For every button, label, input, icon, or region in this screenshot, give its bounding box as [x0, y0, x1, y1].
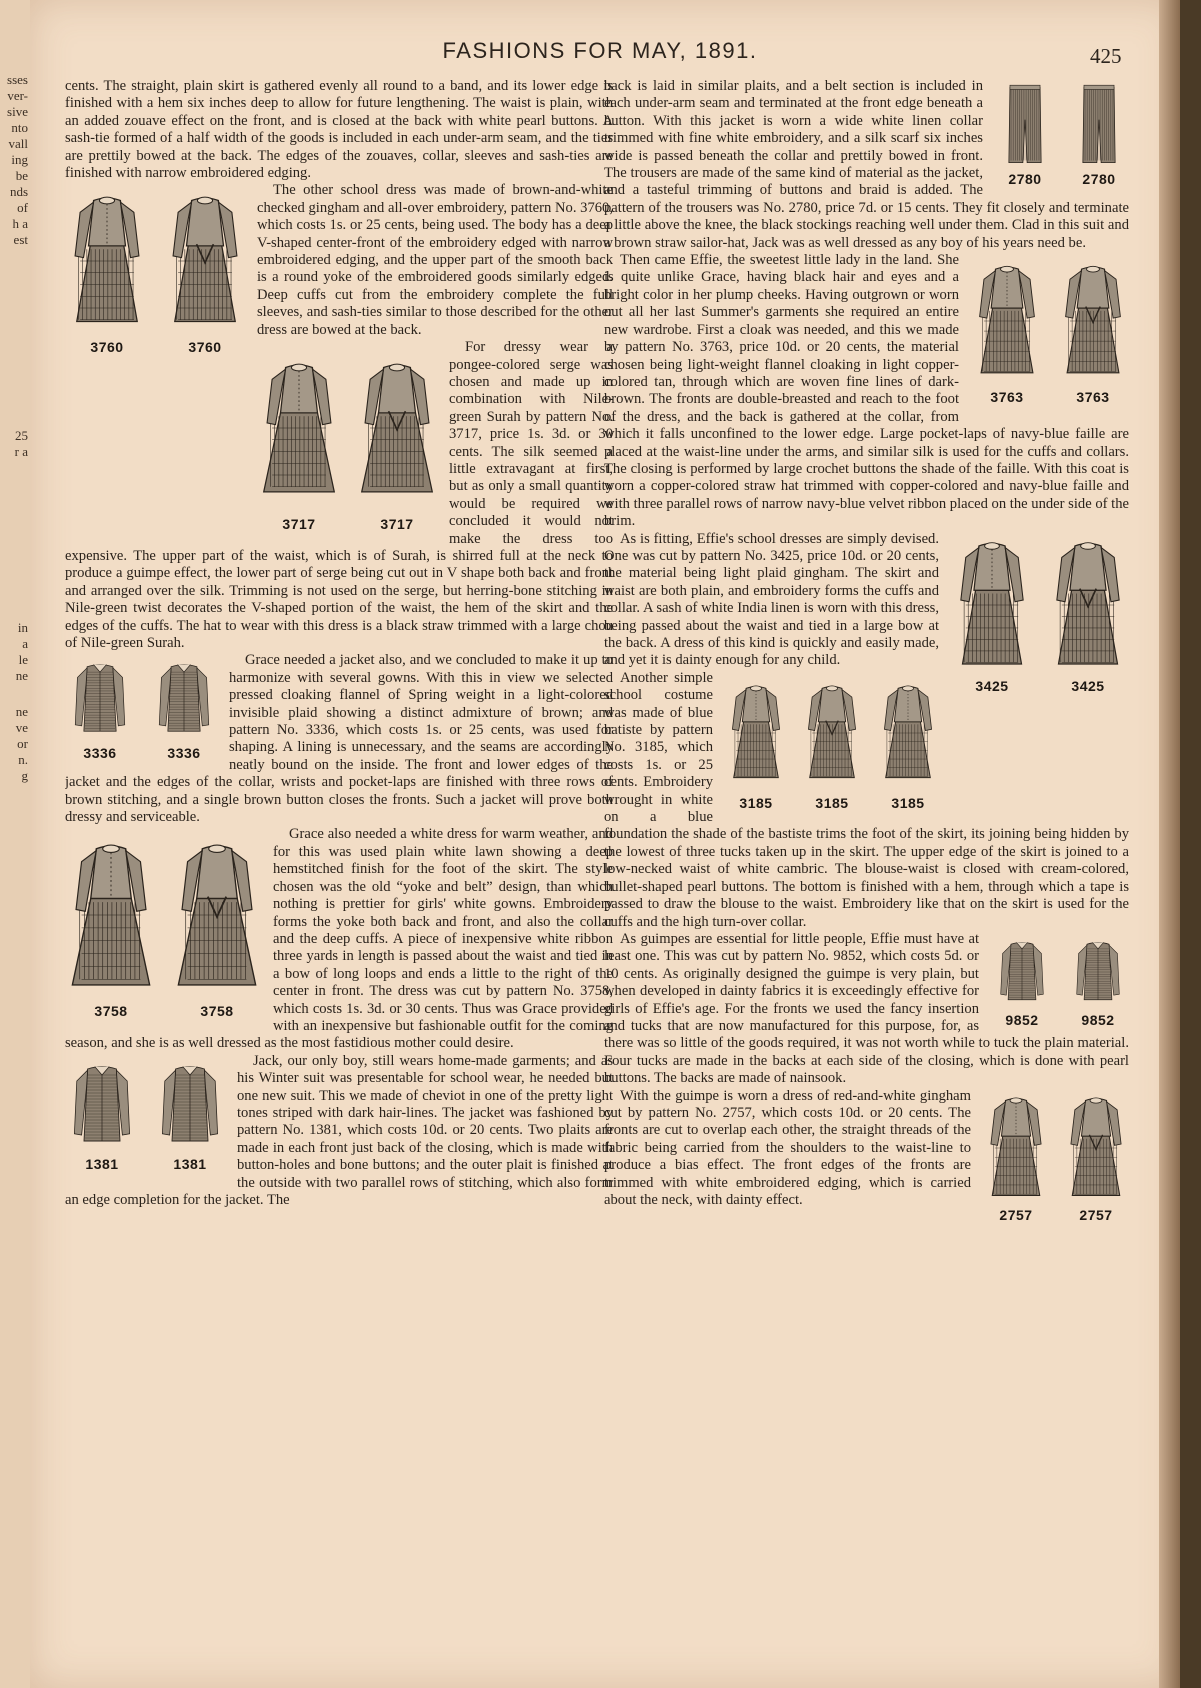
garment-engraving-icon — [991, 935, 1053, 1009]
page-header-title: FASHIONS FOR MAY, 1891. — [442, 38, 758, 63]
left-paragraph-6: Jack, our only boy, still wears home-made garments; and as his Winter suit was presentable for school wear, he needed but one new suit. This we made of cheviot in one of the pretty light tones striped with dark hair-lines. The jacket was fashioned by pattern No. 1381, which costs 10d. or 20 cents. Two plaits are made in each front just back of the closing, which is made with button-holes and bone buttons; and the outer plait is finished at the outside with two parallel rows of stitching, which also form an edge completion for the jacket. The — [65, 1052, 613, 1208]
spine-fragment: or — [17, 736, 28, 751]
garment-illustration — [995, 82, 1055, 188]
spine-fragment: 25 — [15, 428, 28, 443]
garment-illustration — [951, 535, 1033, 695]
left-paragraph-2: The other school dress was made of brown-and-white checked gingham and all-over embroidery, pattern No. 3760, which costs 1s. or 25 cents, being used. The body has a deep V-shaped center-front of the embroidery edged with narrow embroidered edging, and the upper part of the smooth back is a round yoke of the embroidered goods similarly edged. Deep cuffs cut from the embroidery complete the full sleeves, and sash-ties similar to those described for the other dress are bowed at the back. — [257, 182, 613, 338]
garment-illustration — [1047, 535, 1129, 695]
garment-engraving-icon — [163, 186, 247, 336]
spine-fragment: vall — [8, 136, 28, 151]
garment-illustration — [801, 674, 863, 812]
garment-engraving-icon — [149, 656, 219, 742]
pattern-number-label: 3758 — [94, 1003, 128, 1020]
pattern-figure-3717 — [257, 343, 439, 533]
right-paragraph-1: back is laid in similar plaits, and a belt section is included in each under-arm seam and terminated at the front edge beneath a button. With this jacket is worn a wide white linen collar trimmed with fine white embroidery, and a silk scarf six inches wide is passed beneath the collar and prettily bowed in front. The trousers are made of the same kind of material as the jacket, and a tasteful trimming of buttons and braid is added. The pattern of the trousers was No. 2780, price 7d. or 15 cents. They fit closely and terminate a little above the knee, the black stockings reaching well under them. Clad in this suit and a brown straw sailor-hat, Jack was as well dressed as any boy of his years need be. — [604, 78, 1129, 251]
pattern-number-label: 3717 — [282, 516, 316, 533]
garment-engraving-icon — [257, 343, 341, 513]
spine-fragment: h a — [12, 216, 28, 231]
garment-illustration — [153, 1057, 227, 1173]
spine-fragment: le — [18, 652, 28, 667]
pattern-number-label: 3763 — [990, 389, 1024, 406]
spine-fragment: ver- — [7, 88, 28, 103]
spine-fragment: sive — [7, 104, 28, 119]
garment-engraving-icon — [1067, 935, 1129, 1009]
pattern-number-label: 3760 — [90, 339, 124, 356]
garment-engraving-icon — [725, 674, 787, 792]
garment-engraving-icon — [171, 830, 263, 1000]
spine-fragment: ne — [15, 704, 28, 719]
left-column — [65, 78, 613, 1598]
pattern-number-label: 3185 — [815, 794, 849, 811]
garment-illustration — [149, 656, 219, 762]
garment-engraving-icon — [355, 343, 439, 513]
left-paragraph-5: Grace also needed a white dress for warm weather, and for this was used plain white lawn showing a deep hemstitched finish for the foot of the skirt. The style chosen was the old “yoke and belt” design, than which nothing is prettier for girls' white gowns. Embroidery forms the yoke both back and front, and also the collar and the deep cuffs. A piece of inexpensive white ribbon three yards in length is passed about the waist and tied in a bow of long loops and ends a little to the right of the center in front. The dress was cut by pattern No. 3758, which costs 1s. 3d. or 30 cents. Thus was Grace provided with an inexpensive but fashionable outfit for the coming season, and she is as well dressed as the most fastidious mother could desire. — [65, 826, 613, 1052]
right-paragraph-6: With the guimpe is worn a dress of red-and-white gingham cut by pattern No. 2757, which costs 10d. or 20 cents. The fronts are cut to overlap each other, the straight threads of the fabric being carried from the shoulders to the waist-line to produce a bias effect. The front edges of the fronts are trimmed with white embroidered edging, which is carried about the neck, with dainty effect. — [604, 1087, 971, 1208]
pattern-number-label: 3760 — [188, 339, 222, 356]
spine-fragment: ve — [15, 720, 28, 735]
pattern-figure-1381 — [65, 1057, 227, 1173]
garment-illustration — [65, 186, 149, 356]
garment-engraving-icon — [65, 1057, 139, 1153]
pattern-figure-2757 — [983, 1092, 1129, 1224]
spine-fragment: ing — [11, 152, 28, 167]
garment-illustration — [65, 1057, 139, 1173]
garment-illustration — [171, 830, 263, 1020]
right-paragraph-2: Then came Effie, the sweetest little lady in the land. She is quite unlike Grace, having black hair and eyes and a bright color in her plump cheeks. Having outgrown or worn out all her last Summer's garments she required an entire new wardrobe. First a cloak was needed, and this we made by pattern No. 3763, price 10d. or 20 cents, the material chosen being light-weight flannel cloaking in light copper-colored tan, through which are woven fine lines of dark-brown. The fronts are double-breasted and reach to the foot of the dress, and the back is gathered at the collar, from which it falls unconfined to the lower edge. Large pocket-laps of navy-blue faille are placed at the waist-line under the arms, and similar silk is used for the cuffs and collars. The closing is performed by large crochet buttons the shade of the faille. With this coat is worn a copper-colored straw hat trimmed with copper-colored and navy-blue faille and with three parallel rows of narrow navy-blue velvet ribbon placed on the under side of the brim. — [604, 252, 1129, 530]
right-column — [604, 78, 1129, 1598]
pattern-number-label: 2757 — [1079, 1206, 1113, 1223]
spine-fragment: n. — [18, 752, 28, 767]
pattern-figure-3425 — [951, 535, 1129, 695]
garment-engraving-icon — [65, 656, 135, 742]
spine-fragment: g — [21, 768, 28, 783]
pattern-number-label: 2780 — [1082, 171, 1116, 187]
garment-illustration — [1057, 256, 1129, 406]
garment-engraving-icon — [801, 674, 863, 792]
pattern-number-label: 3717 — [380, 516, 414, 533]
left-paragraph-4: Grace needed a jacket also, and we concluded to make it up to harmonize with several gowns. With this in view we selected pressed cloaking flannel of Spring weight in a light-colored invisible plaid showing a distinct admixture of brown; and pattern No. 3336, which costs 1s. or 25 cents, was used for shaping. A lining is unnecessary, and the seams are accordingly neatly bound on the inside. The front and lower edges of the jacket and the edges of the collar, wrists and pocket-laps are finished with three rows of brown stitching, and a single brown button closes the fronts. Such a jacket will prove both dressy and serviceable. — [65, 652, 613, 826]
pattern-number-label: 9852 — [1005, 1011, 1039, 1028]
garment-illustration — [991, 935, 1053, 1029]
garment-engraving-icon — [971, 256, 1043, 386]
spine-fragment: sses — [7, 72, 28, 87]
garment-illustration — [1069, 82, 1129, 188]
pattern-number-label: 3758 — [200, 1003, 234, 1020]
garment-engraving-icon — [153, 1057, 227, 1153]
garment-illustration — [65, 656, 135, 762]
pattern-number-label: 3336 — [83, 745, 117, 762]
pattern-figure-3758 — [65, 830, 263, 1020]
pattern-number-label: 1381 — [173, 1155, 207, 1172]
pattern-number-label: 3425 — [1071, 677, 1105, 694]
right-paragraph-3: As is fitting, Effie's school dresses are simply devised. One was cut by pattern No. 3425, price 10d. or 20 cents, the material being light plaid gingham. The skirt and waist are both plain, and embroidery forms the cuffs and collar. A sash of white India linen is worn with this dress, being passed about the waist and tied in a large bow at the back. A dress of this kind is quickly and easily made, and yet it is dainty enough for any child. — [604, 530, 939, 669]
garment-illustration — [355, 343, 439, 533]
spine-fragment: a — [22, 636, 28, 651]
spine-fragment: nto — [11, 120, 28, 135]
garment-engraving-icon — [983, 1092, 1049, 1204]
pattern-number-label: 3763 — [1076, 389, 1110, 406]
garment-engraving-icon — [1057, 256, 1129, 386]
garment-engraving-icon — [1069, 82, 1129, 168]
right-paragraph-4: Another simple school costume was made of blue batiste by pattern No. 3185, which costs 1s. or 25 cents. Embroidery wrought in white on a blue foundation the shade of the bastiste trims the foot of the skirt, its joining being hidden by the lowest of three tucks taken up in the skirt. The upper edge of the skirt is joined to a low-necked waist of white cambric. The blouse-waist is closed with cream-colored, bullet-shaped pearl buttons. The bottom is finished with a hem, through which a tape is passed to draw the blouse to the waist. Embroidery like that on the skirt is used for the cuffs and the high turn-over collar. — [604, 669, 1129, 930]
spine-fragment: ne — [15, 668, 28, 683]
garment-illustration — [983, 1092, 1049, 1224]
pattern-number-label: 3185 — [739, 794, 773, 811]
garment-engraving-icon — [995, 82, 1055, 168]
garment-illustration — [257, 343, 341, 533]
garment-engraving-icon — [1063, 1092, 1129, 1204]
spine-fragment: est — [13, 232, 28, 247]
garment-illustration — [1067, 935, 1129, 1029]
garment-engraving-icon — [65, 186, 149, 336]
right-paragraph-5: As guimpes are essential for little people, Effie must have at least one. This was cut by pattern No. 9852, which costs 5d. or 10 cents. As originally designed the guimpe is very plain, but when developed in dainty fabrics it is exceedingly effective for girls of Effie's age. For the fronts we used the fancy insertion and tucks that are now manufactured for this purpose, for, as there was so little of the goods required, it was not worth while to tuck the plain material. Four tucks are made in the backs at each side of the closing, which is done with pearl buttons. The backs are made of nainsook. — [604, 930, 1129, 1087]
pattern-number-label: 3336 — [167, 745, 201, 762]
garment-illustration — [1063, 1092, 1129, 1224]
left-paragraph-1: cents. The straight, plain skirt is gathered evenly all round to a band, and its lower edge is finished with a hem six inches deep to allow for future lengthening. The waist is plain, with an added zouave effect on the front, and is closed at the back with white pearl buttons. A sash-tie formed of a half width of the goods is included in each under-arm seam, and the ties are prettily bowed at the back. The edges of the zouaves, collar, sleeves and sash-ties are finished with narrow embroidered edging. — [65, 78, 613, 182]
pattern-number-label: 2757 — [999, 1206, 1033, 1223]
spine-fragment: of — [17, 200, 28, 215]
garment-illustration — [971, 256, 1043, 406]
adjacent-page-edge — [0, 0, 32, 1688]
garment-illustration — [163, 186, 247, 356]
pattern-figure-3760 — [65, 186, 247, 356]
garment-illustration — [877, 674, 939, 812]
pattern-number-label: 3425 — [975, 677, 1009, 694]
garment-engraving-icon — [1047, 535, 1129, 675]
pattern-number-label: 9852 — [1081, 1011, 1115, 1028]
page-number: 425 — [1090, 44, 1122, 68]
garment-engraving-icon — [65, 830, 157, 1000]
magazine-page — [30, 0, 1180, 1688]
pattern-number-label: 1381 — [85, 1155, 119, 1172]
page-right-edge — [1159, 0, 1180, 1688]
pattern-number-label: 3185 — [891, 794, 925, 811]
pattern-figure-3185 — [725, 674, 939, 812]
spine-fragment: be — [15, 168, 28, 183]
pattern-figure-3763 — [971, 256, 1129, 406]
garment-illustration — [725, 674, 787, 812]
spine-fragment: r a — [14, 444, 28, 459]
spine-fragment: in — [17, 620, 28, 635]
garment-illustration — [65, 830, 157, 1020]
spine-fragment: nds — [9, 184, 28, 199]
pattern-figure-3336 — [65, 656, 219, 762]
garment-engraving-icon — [877, 674, 939, 792]
left-paragraph-3: For dressy wear a pongee-colored serge was chosen and made up in combination with Nile-green Surah by pattern No. 3717, price 1s. 3d. or 30 cents. The silk seemed a little extravagant at first, but as only a small quantity would be required we concluded it would not make the dress too expensive. The upper part of the waist, which is of Surah, is shirred full at the neck to produce a guimpe effect, the lower part of serge being cut out in V shape both back and front and arranged over the silk. Trimming is not used on the serge, but herring-bone stitching in Nile-green twist decorates the V-shaped portion of the waist, the hem of the skirt and the edges of the cuffs. The hat to wear with this dress is a black straw trimmed with a large chou of Nile-green Surah. — [65, 339, 613, 651]
garment-engraving-icon — [951, 535, 1033, 675]
pattern-number-label: 2780 — [1008, 171, 1042, 187]
pattern-figure-2780 — [995, 82, 1129, 188]
pattern-figure-9852 — [991, 935, 1129, 1029]
